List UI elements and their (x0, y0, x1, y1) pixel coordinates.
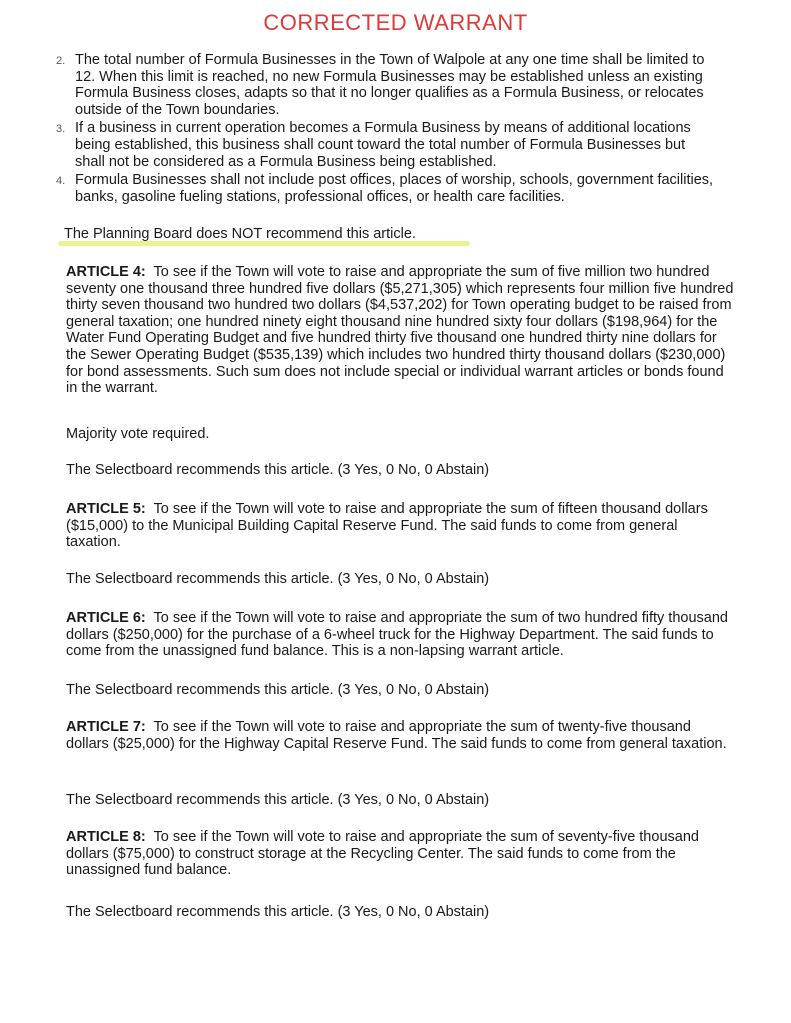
article-5-text (66, 501, 734, 551)
planning-board-note: The Planning Board does NOT recommend this article. (64, 226, 416, 242)
list-item-text: If a business in current operation becomes a Formula Business by means of additional locations being established, this business shall count toward the total number of Formula Businesses but shall not be considered as a Formula Business being established. (75, 120, 691, 170)
article-4-label: ARTICLE 4: (66, 264, 146, 280)
article-6-body: To see if the Town will vote to raise and appropriate the sum of two hundred fifty thousand dollars ($250,000) for the purchase of a 6-wheel truck for the Highway Department. The said funds to come from the unassigned fund balance. This is a non-lapsing warrant article. (66, 610, 728, 660)
article-7-text (66, 719, 734, 752)
article-7-label: ARTICLE 7: (66, 719, 146, 735)
article-4-body: To see if the Town will vote to raise and appropriate the sum of five million two hundred seventy one thousand three hundred five dollars ($5,271,305) which represents four million five hundred thirty seven thousand two hundred two dollars ($4,537,202) for Town operating budget to be raised from general taxation; one hundred ninety eight thousand nine hundred sixty four dollars ($198,964) for the Water Fund Operating Budget and five hundred thirty five thousand one hundred thirty nine dollars for the Sewer Operating Budget ($535,139) which includes two hundred thirty thousand dollars ($230,000) for bond assessments. Such sum does not include special or individual warrant articles or bonds found in the warrant. (66, 264, 734, 397)
list-item-number: 2. (56, 55, 66, 67)
page-title: CORRECTED WARRANT (263, 10, 528, 35)
numbered-list (56, 52, 716, 207)
article-5-recommendation: The Selectboard recommends this article. (3 Yes, 0 No, 0 Abstain) (66, 571, 490, 587)
article-4-text (66, 264, 734, 397)
list-item (56, 120, 716, 170)
list-item-number: 3. (56, 123, 66, 136)
list-item-text: Formula Businesses shall not include post offices, places of worship, schools, government facilities, banks, gasoline fueling stations, professional offices, or health care facilities. (75, 172, 714, 205)
article-7-body: To see if the Town will vote to raise and appropriate the sum of twenty-five thousand dollars ($25,000) for the Highway Capital Reserve Fund. The said funds to come from general taxation. (66, 719, 727, 752)
article-6-text (66, 610, 734, 660)
article-4-recommendation: The Selectboard recommends this article. (3 Yes, 0 No, 0 Abstain) (66, 462, 490, 478)
article-8-recommendation: The Selectboard recommends this article. (3 Yes, 0 No, 0 Abstain) (66, 904, 490, 920)
article-8-text (66, 829, 734, 879)
list-item-number: 4. (56, 175, 66, 188)
article-8-body: To see if the Town will vote to raise and appropriate the sum of seventy-five thousand dollars ($75,000) to construct storage at the Recycling Center. The said funds to come from the unassigned fund balance. (66, 829, 699, 879)
article-5-body: To see if the Town will vote to raise and appropriate the sum of fifteen thousand dollars ($15,000) to the Municipal Building Capital Reserve Fund. The said funds to come from general taxation. (66, 501, 708, 551)
list-item (56, 52, 716, 118)
article-5-label: ARTICLE 5: (66, 501, 146, 517)
article-6-recommendation: The Selectboard recommends this article. (3 Yes, 0 No, 0 Abstain) (66, 682, 490, 698)
article-7-recommendation: The Selectboard recommends this article. (3 Yes, 0 No, 0 Abstain) (66, 792, 490, 808)
list-item (56, 172, 716, 205)
article-4-majority: Majority vote required. (66, 426, 210, 442)
article-8-label: ARTICLE 8: (66, 829, 146, 845)
article-6-label: ARTICLE 6: (66, 610, 146, 626)
list-item-text: The total number of Formula Businesses in the Town of Walpole at any one time shall be limited to 12. When this limit is reached, no new Formula Businesses may be established unless an existing Formula Business closes, adapts so that it no longer qualifies as a Formula Business, or relocates outside of the Town boundaries. (75, 52, 705, 118)
